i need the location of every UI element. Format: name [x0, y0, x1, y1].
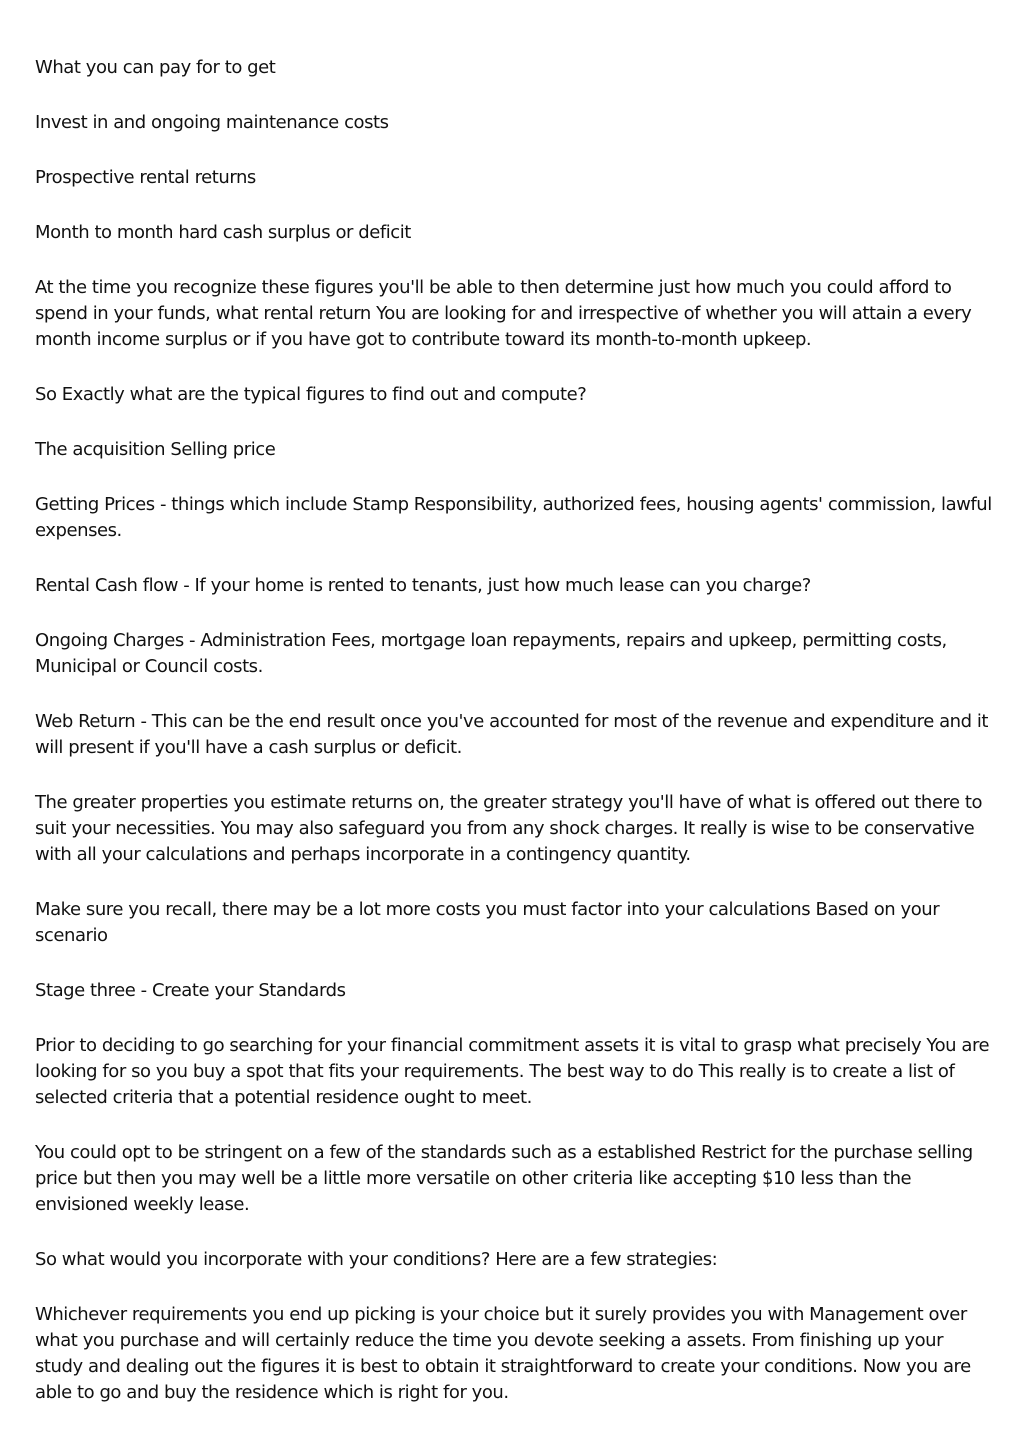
paragraph-recall-costs: Make sure you recall, there may be a lot more costs you must factor into your calculations Based on your scenario: [35, 899, 940, 946]
paragraph-selling-price: The acquisition Selling price: [35, 439, 276, 460]
paragraph-rental-cash-flow: Rental Cash flow - If your home is rented to tenants, just how much lease can you charge?: [35, 575, 811, 596]
paragraph-conditions-question: So what would you incorporate with your conditions? Here are a few strategies:: [35, 1249, 718, 1270]
paragraph-stage-three-heading: Stage three - Create your Standards: [35, 980, 346, 1001]
paragraph-web-return: Web Return - This can be the end result once you've accounted for most of the revenue and expenditure and it will present if you'll have a cash surplus or deficit.: [35, 711, 989, 758]
paragraph-afford: What you can pay for to get: [35, 57, 276, 78]
paragraph-getting-prices: Getting Prices - things which include Stamp Responsibility, authorized fees, housing agents' commission, lawful expenses.: [35, 494, 992, 541]
paragraph-recognize-figures: At the time you recognize these figures you'll be able to then determine just how much you could afford to spend in your funds, what rental return You are looking for and irrespective of whether you will attain a every month income surplus or if you have got to contribute toward its month-to-month upkeep.: [35, 277, 972, 350]
paragraph-cash-surplus: Month to month hard cash surplus or deficit: [35, 222, 411, 243]
paragraph-stringent-standards: You could opt to be stringent on a few of the standards such as a established Restrict for the purchase selling price but then you may well be a little more versatile on other criteria like accepting $10 less than the envisioned weekly lease.: [35, 1142, 973, 1215]
paragraph-prior-to-searching: Prior to deciding to go searching for your financial commitment assets it is vital to grasp what precisely You are looking for so you buy a spot that fits your requirements. The best way to do This really is to create a list of selected criteria that a potential residence ought to meet.: [35, 1035, 990, 1108]
paragraph-maintenance-costs: Invest in and ongoing maintenance costs: [35, 112, 389, 133]
paragraph-ongoing-charges: Ongoing Charges - Administration Fees, mortgage loan repayments, repairs and upkeep, permitting costs, Municipal or Council costs.: [35, 630, 947, 677]
paragraph-greater-properties: The greater properties you estimate returns on, the greater strategy you'll have of what is offered out there to suit your necessities. You may also safeguard you from any shock charges. It really is wise to be conservative with all your calculations and perhaps incorporate in a contingency quantity.: [35, 792, 983, 865]
paragraph-whichever-requirements: Whichever requirements you end up picking is your choice but it surely provides you with Management over what you purchase and will certainly reduce the time you devote seeking a assets. From finishing up your study and dealing out the figures it is best to obtain it straightforward to create your conditions. Now you are able to go and buy the residence which is right for you.: [35, 1304, 971, 1403]
document-body: [35, 55, 995, 1435]
paragraph-typical-figures-question: So Exactly what are the typical figures to find out and compute?: [35, 384, 587, 405]
paragraph-rental-returns: Prospective rental returns: [35, 167, 256, 188]
